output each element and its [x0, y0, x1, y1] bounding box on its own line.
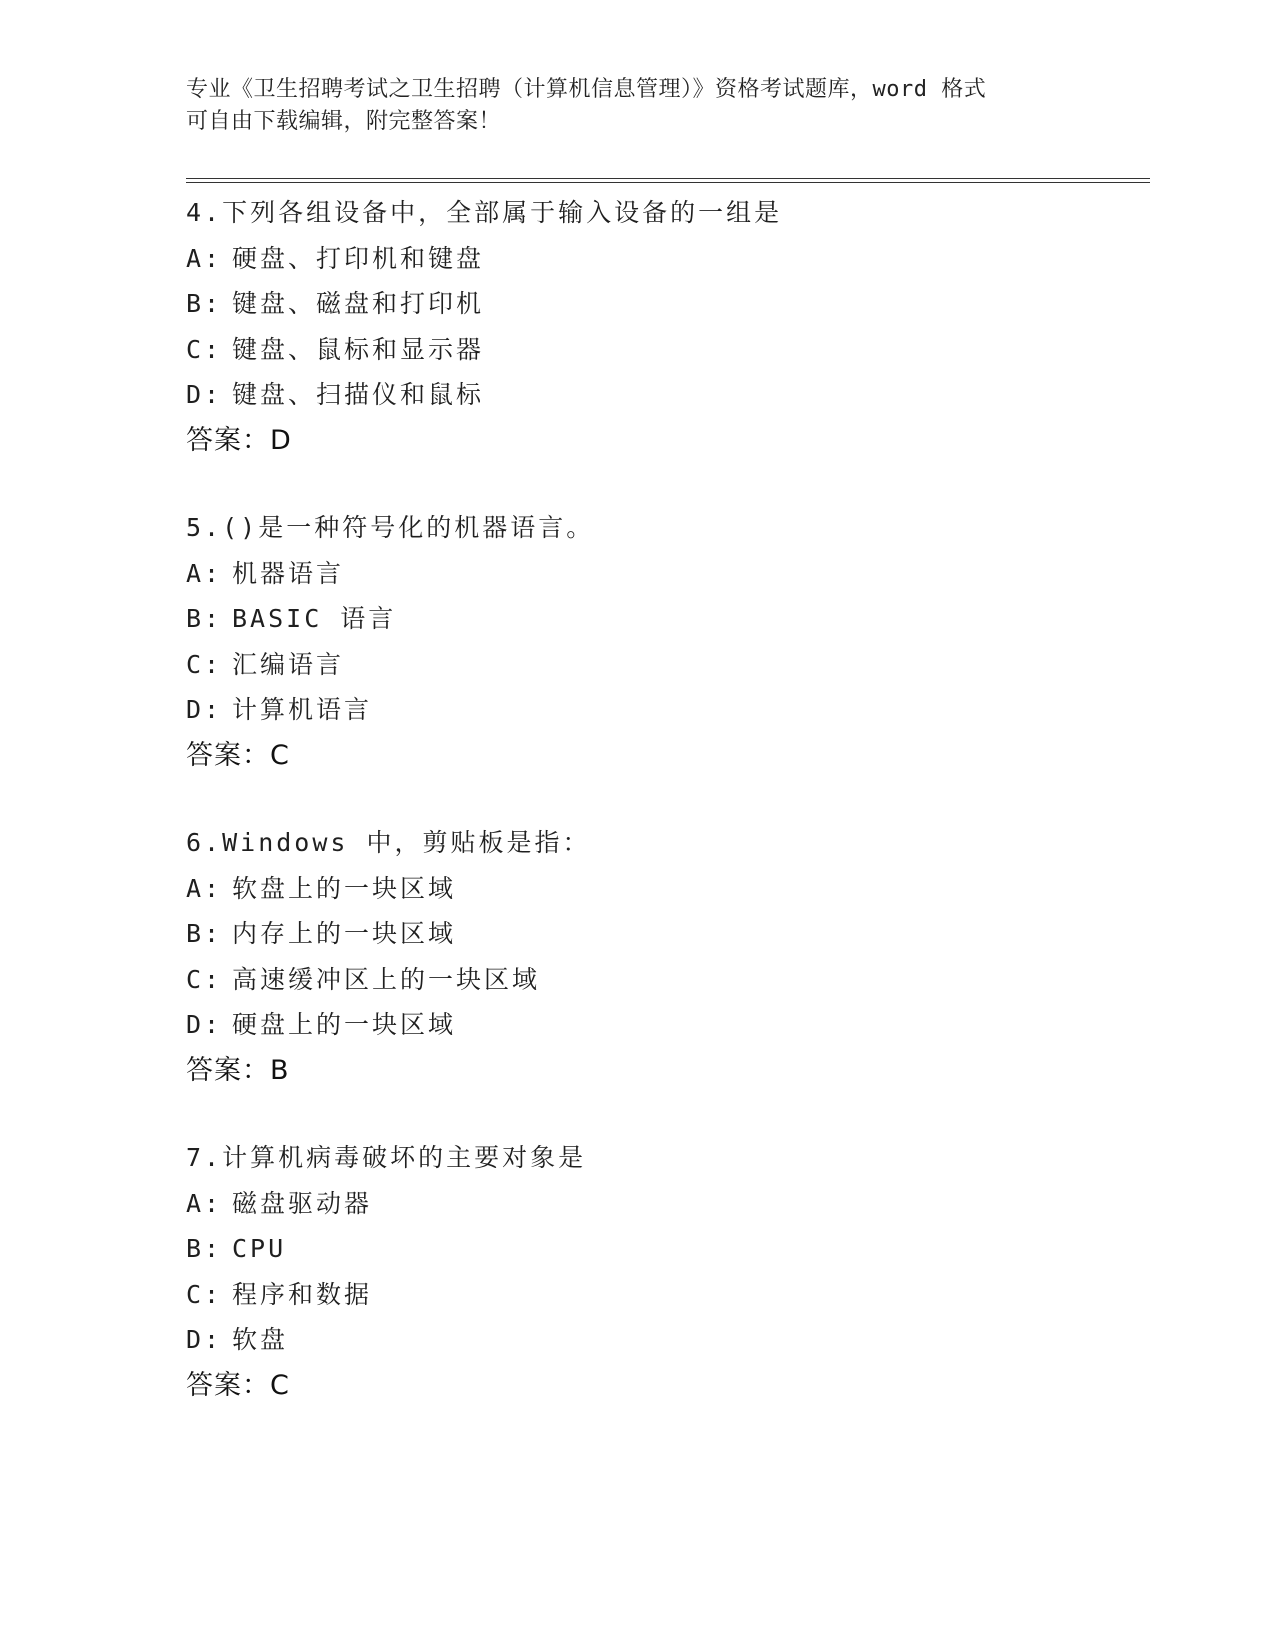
- option-a: [186, 1181, 1146, 1227]
- option-key: A:: [186, 1188, 223, 1218]
- header-divider-top: [186, 178, 1150, 179]
- option-text: 磁盘驱动器: [232, 1188, 373, 1218]
- option-key: C:: [186, 334, 223, 364]
- question-stem: 4.下列各组设备中，全部属于输入设备的一组是: [186, 198, 783, 227]
- option-text: 高速缓冲区上的一块区域: [232, 964, 541, 994]
- question-7: [186, 1135, 1146, 1408]
- option-d: [186, 1002, 1146, 1048]
- option-c: [186, 327, 1146, 373]
- option-text: 键盘、扫描仪和鼠标: [232, 380, 485, 409]
- header-line-1: 专业《卫生招聘考试之卫生招聘（计算机信息管理）》资格考试题库，word 格式: [186, 77, 987, 102]
- option-key: A:: [186, 873, 223, 903]
- option-text: 计算机语言: [232, 695, 373, 724]
- question-5: [186, 505, 1146, 778]
- answer-line: 答案：C: [186, 739, 290, 771]
- option-c: [186, 1272, 1146, 1318]
- option-text: 硬盘上的一块区域: [232, 1010, 457, 1039]
- answer-line: 答案：C: [186, 1369, 290, 1401]
- option-key: B:: [186, 919, 223, 948]
- option-key: B:: [186, 289, 223, 318]
- option-key: D:: [186, 1325, 223, 1354]
- answer-line: 答案：B: [186, 1054, 290, 1086]
- option-text: 软盘: [232, 1325, 289, 1354]
- option-text: 内存上的一块区域: [232, 919, 457, 948]
- option-b: [186, 596, 1146, 642]
- option-a: [186, 551, 1146, 597]
- option-text: 程序和数据: [232, 1279, 373, 1309]
- option-key: D:: [186, 695, 223, 724]
- option-key: D:: [186, 1010, 223, 1039]
- question-stem: 6.Windows 中，剪贴板是指：: [186, 828, 591, 857]
- option-text: 软盘上的一块区域: [232, 873, 457, 903]
- question-list: [186, 190, 1146, 1450]
- question-4: [186, 190, 1146, 463]
- option-key: B:: [186, 1234, 223, 1263]
- header-divider-bottom: [186, 182, 1150, 183]
- option-key: A:: [186, 558, 223, 588]
- option-text: 硬盘、打印机和键盘: [232, 243, 485, 273]
- option-text: 机器语言: [232, 558, 345, 588]
- question-6: [186, 820, 1146, 1093]
- option-d: [186, 1317, 1146, 1363]
- option-a: [186, 236, 1146, 282]
- question-stem: 7.计算机病毒破坏的主要对象是: [186, 1143, 587, 1172]
- option-key: C:: [186, 649, 223, 679]
- option-text: 键盘、磁盘和打印机: [232, 289, 485, 318]
- option-b: [186, 281, 1146, 327]
- answer-line: 答案：D: [186, 424, 292, 456]
- option-key: C:: [186, 1279, 223, 1309]
- option-c: [186, 957, 1146, 1003]
- option-key: B:: [186, 604, 223, 633]
- option-b: [186, 1226, 1146, 1272]
- question-stem: 5.()是一种符号化的机器语言。: [186, 513, 595, 542]
- option-key: A:: [186, 243, 223, 273]
- option-b: [186, 911, 1146, 957]
- option-text: BASIC 语言: [232, 604, 397, 633]
- option-text: 汇编语言: [232, 649, 345, 679]
- option-a: [186, 866, 1146, 912]
- document-header: [186, 74, 1086, 138]
- option-text: CPU: [232, 1234, 287, 1263]
- option-text: 键盘、鼠标和显示器: [232, 334, 485, 364]
- header-line-2: 可自由下载编辑，附完整答案！: [186, 109, 502, 134]
- option-key: D:: [186, 380, 223, 409]
- option-d: [186, 687, 1146, 733]
- option-key: C:: [186, 964, 223, 994]
- option-c: [186, 642, 1146, 688]
- option-d: [186, 372, 1146, 418]
